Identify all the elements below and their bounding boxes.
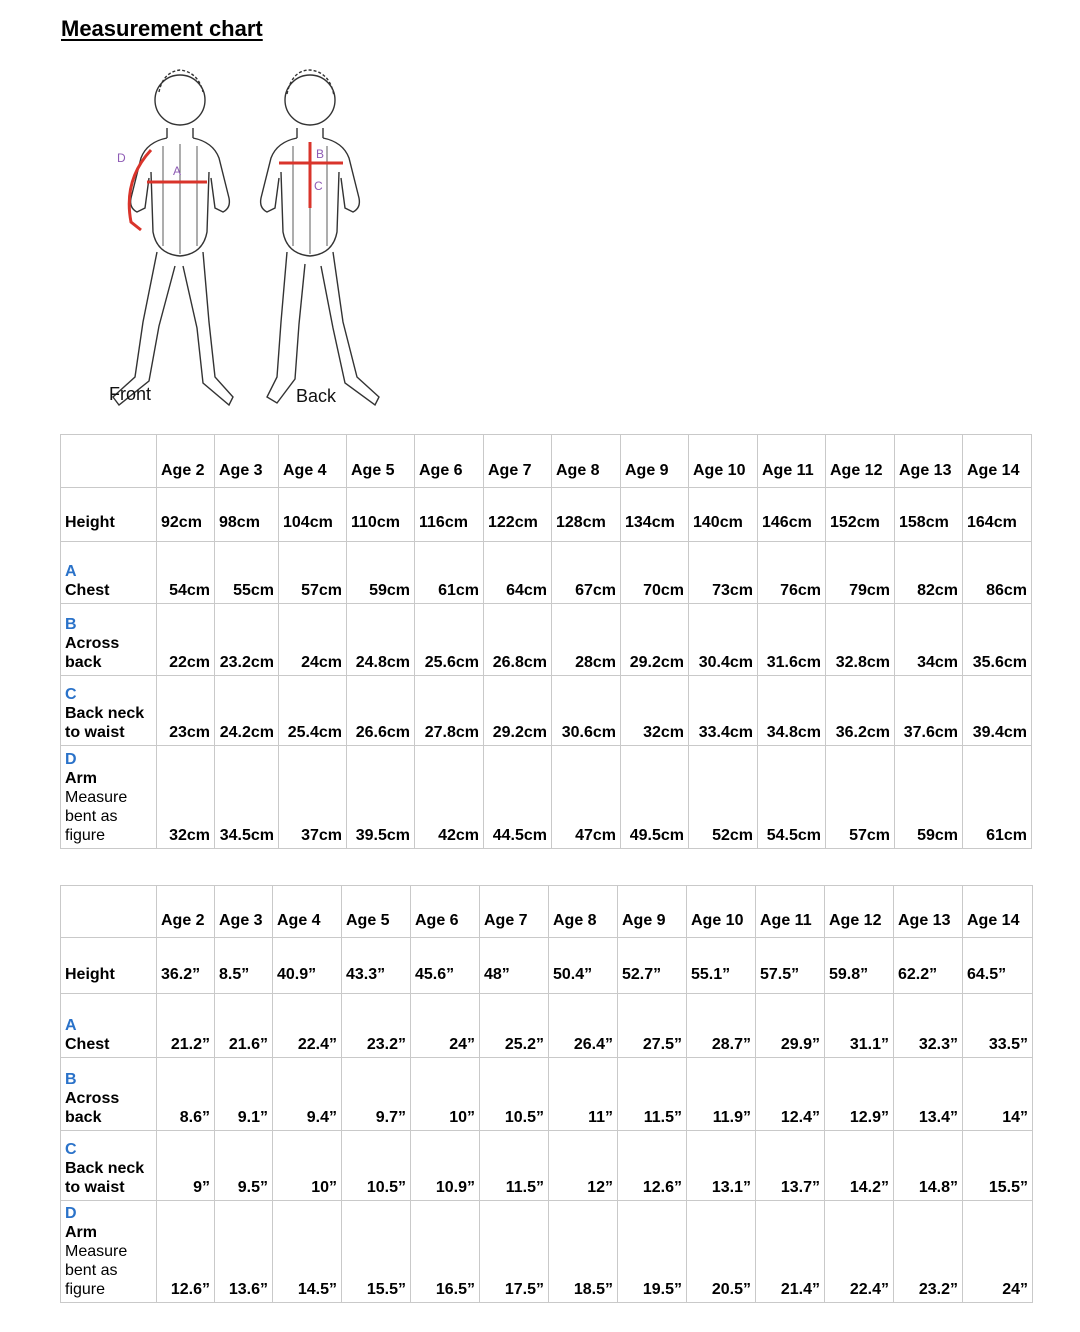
value-cell: 116cm	[415, 488, 484, 542]
front-label: Front	[109, 384, 152, 404]
metric-measurement-table	[60, 434, 1032, 849]
value-cell: 82cm	[895, 542, 963, 604]
value-cell: 19.5”	[618, 1201, 687, 1303]
age-header-cell: Age 7	[480, 886, 549, 938]
value-cell: 76cm	[758, 542, 826, 604]
back-label: Back	[296, 386, 337, 406]
back-neck	[297, 128, 323, 138]
value-cell: 13.1”	[687, 1131, 756, 1201]
measurement-row	[61, 938, 1033, 994]
measure-note: Measure bent as figure	[65, 789, 128, 844]
value-cell: 48”	[480, 938, 549, 994]
value-cell: 35.6cm	[963, 604, 1032, 676]
measure-letter: A	[65, 1017, 77, 1034]
measure-letter: A	[65, 563, 77, 580]
value-cell: 24”	[963, 1201, 1033, 1303]
value-cell: 24cm	[279, 604, 347, 676]
value-cell: 52.7”	[618, 938, 687, 994]
value-cell: 15.5”	[342, 1201, 411, 1303]
value-cell: 14.8”	[894, 1131, 963, 1201]
row-label-cell	[61, 676, 157, 746]
value-cell: 9.4”	[273, 1058, 342, 1131]
value-cell: 21.6”	[215, 994, 273, 1058]
row-label-cell	[61, 746, 157, 849]
value-cell: 24.8cm	[347, 604, 415, 676]
value-cell: 31.6cm	[758, 604, 826, 676]
value-cell: 54.5cm	[758, 746, 826, 849]
value-cell: 79cm	[826, 542, 895, 604]
value-cell: 13.4”	[894, 1058, 963, 1131]
value-cell: 22.4”	[273, 994, 342, 1058]
age-header-cell: Age 12	[826, 435, 895, 488]
value-cell: 49.5cm	[621, 746, 689, 849]
row-label-cell	[61, 994, 157, 1058]
value-cell: 20.5”	[687, 1201, 756, 1303]
value-cell: 10”	[411, 1058, 480, 1131]
value-cell: 33.5”	[963, 994, 1033, 1058]
age-header-cell: Age 3	[215, 886, 273, 938]
front-seams	[163, 144, 197, 254]
value-cell: 67cm	[552, 542, 621, 604]
value-cell: 40.9”	[273, 938, 342, 994]
value-cell: 32cm	[157, 746, 215, 849]
value-cell: 128cm	[552, 488, 621, 542]
measure-letter: D	[65, 751, 77, 768]
age-header-cell: Age 9	[618, 886, 687, 938]
value-cell: 14”	[963, 1058, 1033, 1131]
row-label-cell	[61, 1058, 157, 1131]
front-neck	[167, 128, 193, 138]
value-cell: 55cm	[215, 542, 279, 604]
value-cell: 21.2”	[157, 994, 215, 1058]
value-cell: 31.1”	[825, 994, 894, 1058]
value-cell: 152cm	[826, 488, 895, 542]
value-cell: 12.9”	[825, 1058, 894, 1131]
measurement-figure-illustration	[95, 62, 405, 412]
age-header-cell: Age 4	[279, 435, 347, 488]
value-cell: 18.5”	[549, 1201, 618, 1303]
measure-name: Chest	[65, 582, 110, 599]
value-cell: 34.5cm	[215, 746, 279, 849]
value-cell: 24”	[411, 994, 480, 1058]
page-title: Measurement chart	[61, 16, 263, 41]
value-cell: 27.8cm	[415, 676, 484, 746]
age-header-cell: Age 6	[411, 886, 480, 938]
age-header-cell: Age 5	[342, 886, 411, 938]
value-cell: 146cm	[758, 488, 826, 542]
age-header-cell: Age 13	[895, 435, 963, 488]
value-cell: 52cm	[689, 746, 758, 849]
value-cell: 57.5”	[756, 938, 825, 994]
marker-b-label: B	[316, 147, 325, 161]
value-cell: 14.5”	[273, 1201, 342, 1303]
value-cell: 36.2”	[157, 938, 215, 994]
age-header-cell: Age 6	[415, 435, 484, 488]
age-header-cell: Age 13	[894, 886, 963, 938]
value-cell: 64cm	[484, 542, 552, 604]
value-cell: 11.5”	[480, 1131, 549, 1201]
value-cell: 9.5”	[215, 1131, 273, 1201]
value-cell: 29.2cm	[484, 676, 552, 746]
value-cell: 24.2cm	[215, 676, 279, 746]
measure-name: Height	[65, 514, 115, 531]
measure-letter: C	[65, 1141, 77, 1158]
value-cell: 50.4”	[549, 938, 618, 994]
value-cell: 62.2”	[894, 938, 963, 994]
value-cell: 36.2cm	[826, 676, 895, 746]
value-cell: 21.4”	[756, 1201, 825, 1303]
measure-letter: B	[65, 1071, 77, 1088]
value-cell: 9.7”	[342, 1058, 411, 1131]
measure-name: Back neck to waist	[65, 705, 145, 741]
value-cell: 11”	[549, 1058, 618, 1131]
value-cell: 10.5”	[480, 1058, 549, 1131]
value-cell: 10.9”	[411, 1131, 480, 1201]
value-cell: 12”	[549, 1131, 618, 1201]
value-cell: 26.8cm	[484, 604, 552, 676]
value-cell: 9.1”	[215, 1058, 273, 1131]
value-cell: 22cm	[157, 604, 215, 676]
measurement-row	[61, 676, 1032, 746]
value-cell: 86cm	[963, 542, 1032, 604]
measurement-row	[61, 746, 1032, 849]
age-header-cell: Age 10	[689, 435, 758, 488]
value-cell: 22.4”	[825, 1201, 894, 1303]
value-cell: 104cm	[279, 488, 347, 542]
measure-name: Arm	[65, 1224, 98, 1241]
value-cell: 17.5”	[480, 1201, 549, 1303]
measurement-row	[61, 488, 1032, 542]
value-cell: 59cm	[347, 542, 415, 604]
value-cell: 55.1”	[687, 938, 756, 994]
imperial-measurement-table	[60, 885, 1033, 1303]
measurement-row	[61, 1131, 1033, 1201]
value-cell: 39.4cm	[963, 676, 1032, 746]
value-cell: 54cm	[157, 542, 215, 604]
value-cell: 140cm	[689, 488, 758, 542]
value-cell: 8.6”	[157, 1058, 215, 1131]
value-cell: 59cm	[895, 746, 963, 849]
measurement-row	[61, 604, 1032, 676]
value-cell: 10”	[273, 1131, 342, 1201]
value-cell: 43.3”	[342, 938, 411, 994]
value-cell: 9”	[157, 1131, 215, 1201]
value-cell: 8.5”	[215, 938, 273, 994]
value-cell: 26.6cm	[347, 676, 415, 746]
row-label-cell	[61, 488, 157, 542]
value-cell: 64.5”	[963, 938, 1033, 994]
value-cell: 164cm	[963, 488, 1032, 542]
value-cell: 39.5cm	[347, 746, 415, 849]
value-cell: 70cm	[621, 542, 689, 604]
value-cell: 13.6”	[215, 1201, 273, 1303]
measure-name: Across back	[65, 635, 120, 671]
value-cell: 16.5”	[411, 1201, 480, 1303]
value-cell: 42cm	[415, 746, 484, 849]
measure-name: Back neck to waist	[65, 1160, 145, 1196]
back-hair	[287, 70, 334, 96]
measure-letter: C	[65, 686, 77, 703]
age-header-row	[61, 886, 1033, 938]
front-markers	[117, 150, 207, 230]
metric-table-body	[61, 435, 1032, 849]
value-cell: 34.8cm	[758, 676, 826, 746]
age-header-cell: Age 4	[273, 886, 342, 938]
value-cell: 158cm	[895, 488, 963, 542]
value-cell: 13.7”	[756, 1131, 825, 1201]
row-label-cell	[61, 604, 157, 676]
age-header-cell: Age 3	[215, 435, 279, 488]
value-cell: 92cm	[157, 488, 215, 542]
age-header-row	[61, 435, 1032, 488]
imperial-table-body	[61, 886, 1033, 1303]
row-label-cell	[61, 1131, 157, 1201]
value-cell: 37.6cm	[895, 676, 963, 746]
value-cell: 29.9”	[756, 994, 825, 1058]
age-header-cell: Age 10	[687, 886, 756, 938]
age-header-cell: Age 5	[347, 435, 415, 488]
measure-letter: D	[65, 1205, 77, 1222]
back-figure	[261, 70, 379, 405]
value-cell: 14.2”	[825, 1131, 894, 1201]
value-cell: 32.3”	[894, 994, 963, 1058]
row-label-cell	[61, 1201, 157, 1303]
age-header-cell: Age 11	[756, 886, 825, 938]
measure-name: Across back	[65, 1090, 120, 1126]
age-header-cell: Age 14	[963, 435, 1032, 488]
value-cell: 30.4cm	[689, 604, 758, 676]
value-cell: 12.6”	[618, 1131, 687, 1201]
value-cell: 32cm	[621, 676, 689, 746]
measurement-row	[61, 1058, 1033, 1131]
measure-name: Height	[65, 966, 115, 983]
age-header-cell: Age 7	[484, 435, 552, 488]
age-header-cell: Age 12	[825, 886, 894, 938]
value-cell: 23cm	[157, 676, 215, 746]
value-cell: 134cm	[621, 488, 689, 542]
value-cell: 28cm	[552, 604, 621, 676]
value-cell: 23.2cm	[215, 604, 279, 676]
measurement-row	[61, 542, 1032, 604]
value-cell: 27.5”	[618, 994, 687, 1058]
value-cell: 23.2”	[342, 994, 411, 1058]
measurement-row	[61, 1201, 1033, 1303]
age-header-cell: Age 14	[963, 886, 1033, 938]
value-cell: 11.9”	[687, 1058, 756, 1131]
body-figures-svg	[95, 62, 405, 412]
value-cell: 45.6”	[411, 938, 480, 994]
back-markers	[279, 142, 343, 208]
corner-cell	[61, 435, 157, 488]
marker-a-label: A	[173, 164, 182, 178]
value-cell: 34cm	[895, 604, 963, 676]
value-cell: 37cm	[279, 746, 347, 849]
back-head	[285, 75, 335, 125]
back-legs	[267, 252, 379, 405]
age-header-cell: Age 2	[157, 886, 215, 938]
value-cell: 10.5”	[342, 1131, 411, 1201]
row-label-cell	[61, 938, 157, 994]
measurement-row	[61, 994, 1033, 1058]
measure-note: Measure bent as figure	[65, 1243, 128, 1298]
age-header-cell: Age 9	[621, 435, 689, 488]
value-cell: 33.4cm	[689, 676, 758, 746]
front-legs	[113, 252, 233, 405]
row-label-cell	[61, 542, 157, 604]
value-cell: 98cm	[215, 488, 279, 542]
corner-cell	[61, 886, 157, 938]
value-cell: 32.8cm	[826, 604, 895, 676]
marker-c-label: C	[314, 179, 323, 193]
value-cell: 122cm	[484, 488, 552, 542]
value-cell: 25.6cm	[415, 604, 484, 676]
value-cell: 44.5cm	[484, 746, 552, 849]
age-header-cell: Age 8	[552, 435, 621, 488]
value-cell: 61cm	[963, 746, 1032, 849]
value-cell: 25.4cm	[279, 676, 347, 746]
value-cell: 30.6cm	[552, 676, 621, 746]
value-cell: 29.2cm	[621, 604, 689, 676]
value-cell: 110cm	[347, 488, 415, 542]
age-header-cell: Age 2	[157, 435, 215, 488]
value-cell: 28.7”	[687, 994, 756, 1058]
measure-name: Chest	[65, 1036, 110, 1053]
value-cell: 26.4”	[549, 994, 618, 1058]
front-figure	[113, 70, 233, 405]
value-cell: 57cm	[279, 542, 347, 604]
marker-d-label: D	[117, 151, 126, 165]
value-cell: 11.5”	[618, 1058, 687, 1131]
value-cell: 25.2”	[480, 994, 549, 1058]
value-cell: 12.4”	[756, 1058, 825, 1131]
age-header-cell: Age 11	[758, 435, 826, 488]
value-cell: 47cm	[552, 746, 621, 849]
measure-name: Arm	[65, 770, 98, 787]
value-cell: 15.5”	[963, 1131, 1033, 1201]
age-header-cell: Age 8	[549, 886, 618, 938]
value-cell: 59.8”	[825, 938, 894, 994]
value-cell: 23.2”	[894, 1201, 963, 1303]
value-cell: 61cm	[415, 542, 484, 604]
measure-letter: B	[65, 616, 77, 633]
value-cell: 57cm	[826, 746, 895, 849]
value-cell: 12.6”	[157, 1201, 215, 1303]
value-cell: 73cm	[689, 542, 758, 604]
